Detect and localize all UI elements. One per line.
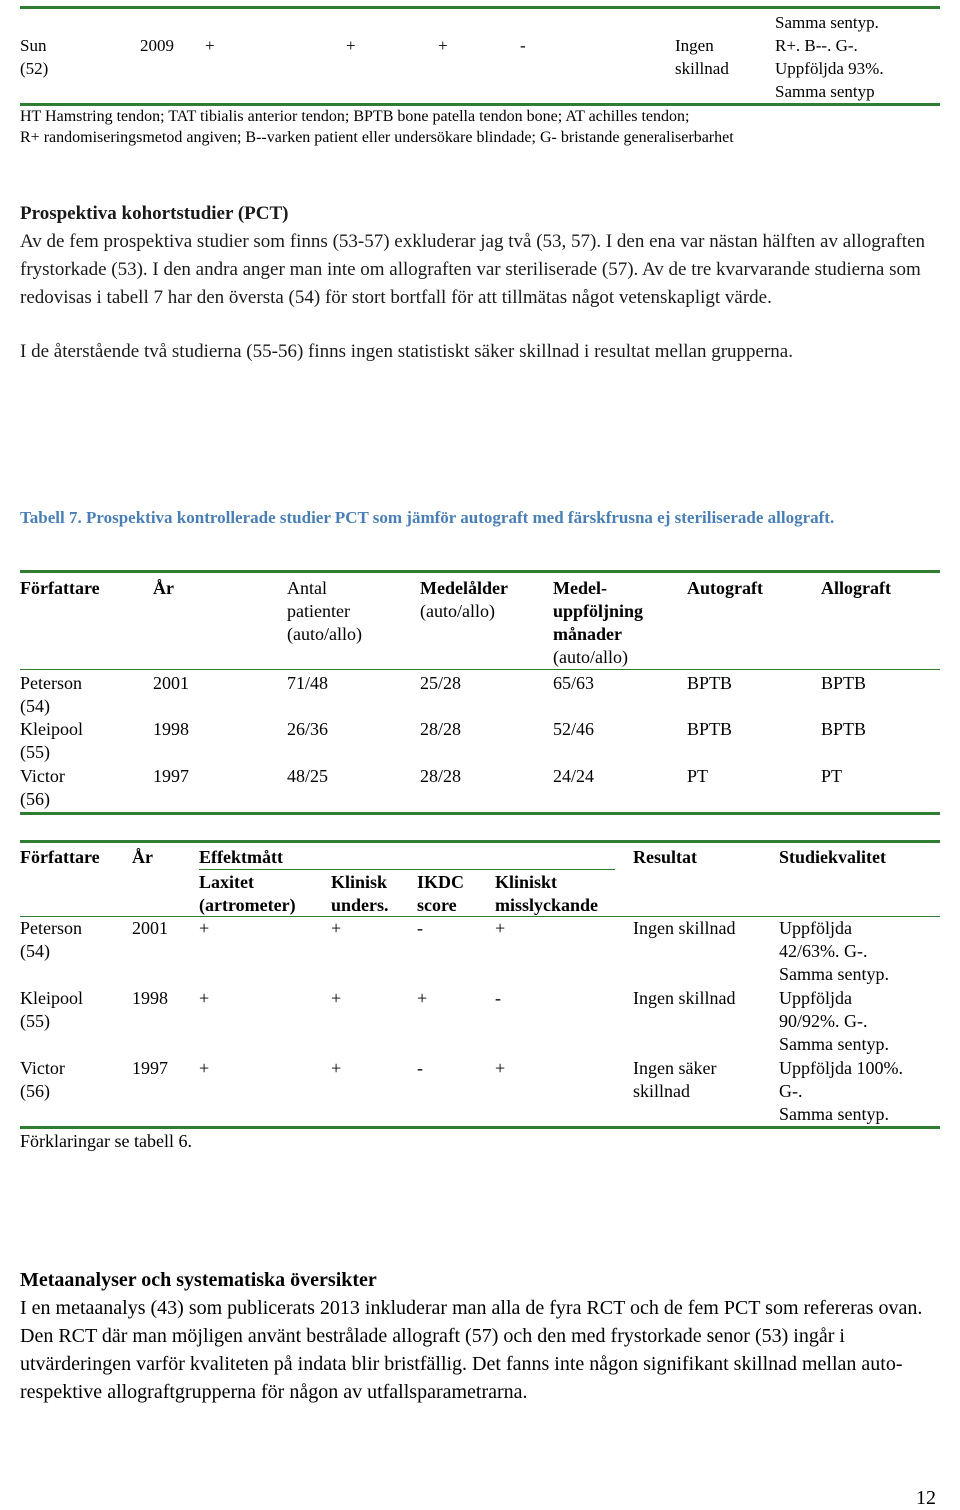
table-row-year: 1998: [132, 988, 168, 1008]
table-row-author: Peterson: [20, 673, 82, 693]
section-heading: Prospektiva kohortstudier (PCT): [20, 203, 289, 224]
paragraph: Av de fem prospektiva studier som finns (53-57) exkluderar jag två (53, 57). I den ena var nästan hälften av allograften frystorkade (53). I den andra anger man inte om allograften var steriliserade (57). Av de tre kvarvarande studierna som redovisas i tabell 7 har den översta (54) för stort bortfall för att tillmätas något vetenskapligt värde.: [20, 231, 926, 308]
table-row-quality: Uppföljda: [779, 988, 852, 1008]
table-row-author: Victor: [20, 766, 65, 786]
table-row-klinisk: +: [331, 988, 342, 1008]
table-row-allograft: PT: [821, 766, 843, 786]
table-row-autograft: PT: [687, 766, 709, 786]
quality-cell-line4: Samma sentyp: [775, 82, 875, 101]
table-row-quality: Samma sentyp.: [779, 1104, 889, 1124]
result-cell-line2: skillnad: [675, 59, 729, 78]
table-row-quality: Uppföljda 100%.: [779, 1058, 903, 1078]
table-row-quality: Uppföljda: [779, 918, 852, 938]
col-header-follow: Medel-: [553, 578, 607, 598]
col-header-autograft: Autograft: [687, 578, 763, 598]
table-row-quality: G-.: [779, 1081, 803, 1101]
table-row-autograft: BPTB: [687, 673, 733, 693]
klinisk-cell: +: [346, 36, 356, 55]
table-row-follow: 24/24: [553, 766, 595, 786]
table-row-klinisk: +: [331, 918, 342, 938]
table-row-allograft: BPTB: [821, 719, 867, 739]
ref-cell: (52): [20, 59, 49, 78]
col-header-follow: uppföljning: [553, 601, 644, 621]
table-row-quality: Samma sentyp.: [779, 1034, 889, 1054]
col-header-result: Resultat: [633, 847, 697, 867]
table-row-ikdc: +: [417, 988, 428, 1008]
table8-rule-bottom: [20, 1126, 940, 1129]
col-header-patients: (auto/allo): [287, 624, 362, 644]
table-row-ref: (56): [20, 1081, 50, 1101]
col-header-klinisk: unders.: [331, 895, 389, 915]
table-row-result: skillnad: [633, 1081, 690, 1101]
col-header-patients: patienter: [287, 601, 350, 621]
quality-cell-line3: Uppföljda 93%.: [775, 59, 884, 78]
ikdc-cell: +: [438, 36, 448, 55]
table-row-year: 1998: [153, 719, 189, 739]
laxitet-cell: +: [205, 36, 215, 55]
table-row-author: Kleipool: [20, 719, 83, 739]
col-header-laxitet: Laxitet: [199, 872, 254, 892]
quality-cell-line1: Samma sentyp.: [775, 13, 879, 32]
table-row-miss: +: [495, 918, 506, 938]
table-row-age: 28/28: [420, 766, 462, 786]
col-header-follow: (auto/allo): [553, 647, 628, 667]
table-row-author: Kleipool: [20, 988, 83, 1008]
pct-section: [20, 200, 940, 366]
col-header-klinisk: Klinisk: [331, 872, 388, 892]
table-row-year: 2001: [132, 918, 168, 938]
table-row-follow: 52/46: [553, 719, 595, 739]
meta-section: [20, 1266, 940, 1406]
author-cell: Sun: [20, 36, 47, 55]
table-row-klinisk: +: [331, 1058, 342, 1078]
table-row-author: Victor: [20, 1058, 65, 1078]
table-row-patients: 26/36: [287, 719, 329, 739]
table-row-quality: 42/63%. G-.: [779, 941, 868, 961]
col-header-age: (auto/allo): [420, 601, 495, 621]
col-header-year: År: [153, 578, 174, 598]
table-row-year: 2001: [153, 673, 189, 693]
table-row-laxitet: +: [199, 1058, 210, 1078]
table-row-laxitet: +: [199, 918, 210, 938]
table-row-ikdc: -: [417, 1058, 423, 1078]
table-caption: Tabell 7. Prospektiva kontrollerade studier PCT som jämför autograft med färskfrusna ej steriliserade allograft.: [20, 508, 835, 527]
misslyckande-cell: -: [520, 36, 526, 55]
table-row-age: 25/28: [420, 673, 462, 693]
table-row-ikdc: -: [417, 918, 423, 938]
table-row-result: Ingen skillnad: [633, 988, 736, 1008]
table-row-year: 1997: [132, 1058, 168, 1078]
table-row-allograft: BPTB: [821, 673, 867, 693]
table-row-patients: 48/25: [287, 766, 329, 786]
table-row-ref: (55): [20, 1011, 50, 1031]
table-row-quality: Samma sentyp.: [779, 964, 889, 984]
table-row-age: 28/28: [420, 719, 462, 739]
table-row-ref: (54): [20, 696, 50, 716]
top-table-rule-top: [20, 6, 940, 9]
paragraph: I de återstående två studierna (55-56) finns ingen statistiskt säker skillnad i resultat mellan grupperna.: [20, 341, 793, 362]
table8-rule-top: [20, 840, 940, 843]
col-header-author: Författare: [20, 847, 100, 867]
col-header-ikdc: IKDC: [417, 872, 465, 892]
year-cell: 2009: [140, 36, 174, 55]
col-header-follow: månader: [553, 624, 622, 644]
quality-cell-line2: R+. B--. G-.: [775, 36, 858, 55]
footnote-line: R+ randomiseringsmetod angiven; B--varken patient eller undersökare blindade; G- bristande generaliserbarhet: [20, 129, 734, 146]
col-header-patients: Antal: [287, 578, 327, 598]
table7-header-rule: [20, 669, 940, 670]
col-header-ikdc: score: [417, 895, 457, 915]
table-row-ref: (54): [20, 941, 50, 961]
table-row-ref: (56): [20, 789, 50, 809]
col-header-miss: Kliniskt: [495, 872, 558, 892]
table-row-follow: 65/63: [553, 673, 595, 693]
col-header-quality: Studiekvalitet: [779, 847, 887, 867]
table-footnote: Förklaringar se tabell 6.: [20, 1131, 192, 1151]
col-header-age: Medelålder: [420, 578, 508, 598]
col-header-miss: misslyckande: [495, 895, 599, 915]
col-header-effect: Effektmått: [199, 847, 283, 867]
table-row-laxitet: +: [199, 988, 210, 1008]
col-header-allograft: Allograft: [821, 578, 891, 598]
table-row-autograft: BPTB: [687, 719, 733, 739]
table-row-ref: (55): [20, 742, 50, 762]
table7-rule-top: [20, 570, 940, 573]
page-number: 12: [916, 1487, 936, 1509]
table8-subheader-rule: [199, 869, 615, 870]
table-row-patients: 71/48: [287, 673, 329, 693]
col-header-laxitet: (artrometer): [199, 895, 296, 915]
footnote-line: HT Hamstring tendon; TAT tibialis anterior tendon; BPTB bone patella tendon bone; AT achilles tendon;: [20, 108, 690, 125]
result-cell-line1: Ingen: [675, 36, 714, 55]
section-heading: Metaanalyser och systematiska översikter: [20, 1269, 377, 1291]
col-header-author: Författare: [20, 578, 100, 598]
table-row-year: 1997: [153, 766, 189, 786]
table-row-result: Ingen skillnad: [633, 918, 736, 938]
col-header-year: År: [132, 847, 153, 867]
table-row-miss: -: [495, 988, 501, 1008]
table-row-result: Ingen säker: [633, 1058, 717, 1078]
table-row-quality: 90/92%. G-.: [779, 1011, 868, 1031]
table7-rule-bottom: [20, 812, 940, 815]
table-row-author: Peterson: [20, 918, 82, 938]
table-row-miss: +: [495, 1058, 506, 1078]
paragraph: I en metaanalys (43) som publicerats 2013 inkluderar man alla de fyra RCT och de fem PCT som refereras ovan. Den RCT där man möjligen använt bestrålade allograft (57) och den med frystorkade senor (53) ingår i utvärderingen varför kvaliteten på indata blir bristfällig. Det fanns inte någon signifikant skillnad mellan auto- respektive allograftgrupperna för någon av utfallsparametrarna.: [20, 1297, 923, 1403]
